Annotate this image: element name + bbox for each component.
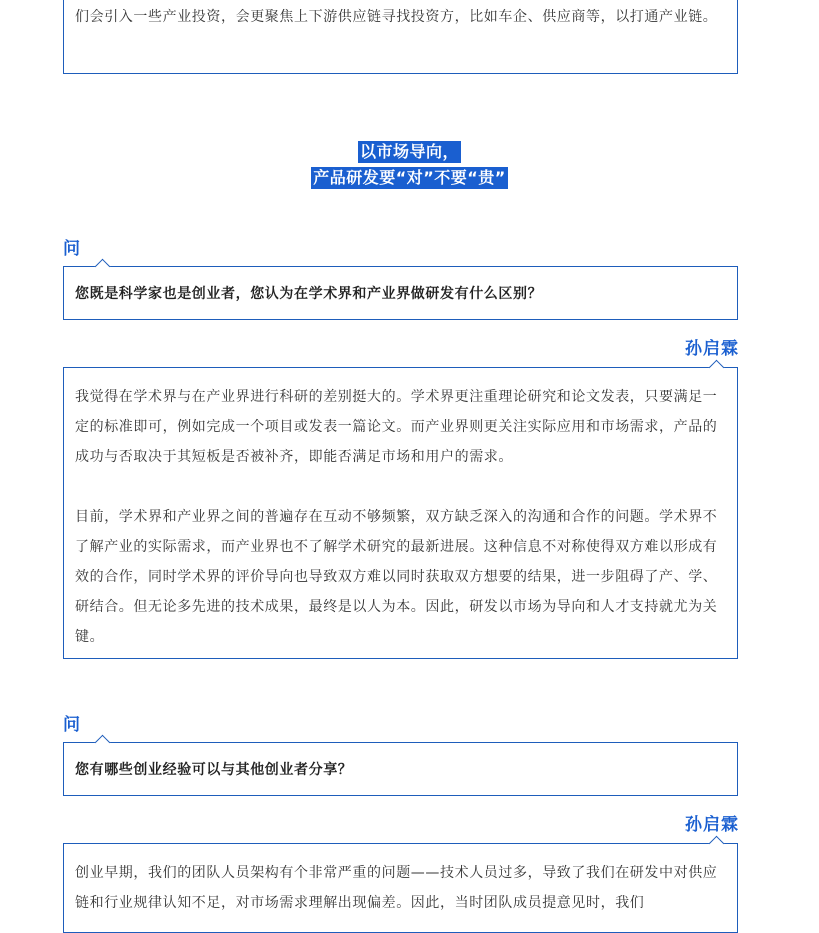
answer-paragraph: 目前，学术界和产业界之间的普遍存在互动不够频繁，双方缺乏深入的沟通和合作的问题。学术界不了解产业的实际需求，而产业界也不了解学术研究的最新进展。这种信息不对称使得双方难以形成有效的合作，同时学术界的评价导向也导致双方难以同时获取双方想要的结果，进一步阻碍了产、学、研结合。但无论多先进的技术成果，最终是以人为本。因此，研发以市场为导向和人才支持就尤为关键。: [75, 509, 718, 645]
answer-box: [63, 367, 738, 659]
answer-box: [63, 843, 738, 933]
answer-speaker-label: 孙启霖: [685, 815, 739, 835]
question-text: 您有哪些创业经验可以与其他创业者分享？: [75, 762, 353, 778]
answer-paragraph: 创业早期，我们的团队人员架构有个非常严重的问题——技术人员过多，导致了我们在研发中对供应链和行业规律认知不足，对市场需求理解出现偏差。因此，当时团队成员提意见时，我们: [75, 865, 718, 911]
question-label: 问: [63, 239, 80, 259]
question-box: [63, 742, 738, 796]
answer-paragraph: 我觉得在学术界与在产业界进行科研的差别挺大的。学术界更注重理论研究和论文发表，只要满足一定的标准即可，例如完成一个项目或发表一篇论文。而产业界则更关注实际应用和市场需求，产品的成功与否取决于其短板是否被补齐，即能否满足市场和用户的需求。: [75, 389, 718, 465]
question-label: 问: [63, 715, 80, 735]
intro-answer-text: 们会引入一些产业投资，会更聚焦上下游供应链寻找投资方，比如车企、供应商等，以打通产业链。: [75, 9, 718, 25]
intro-answer-box: [63, 0, 738, 74]
section-title-line-2: 产品研发要“对”不要“贵”: [313, 168, 506, 187]
section-title-line-1: 以市场导向，: [359, 142, 459, 161]
question-text: 您既是科学家也是创业者，您认为在学术界和产业界做研发有什么区别？: [75, 286, 543, 302]
answer-speaker-label: 孙启霖: [685, 339, 739, 359]
question-box: [63, 266, 738, 320]
